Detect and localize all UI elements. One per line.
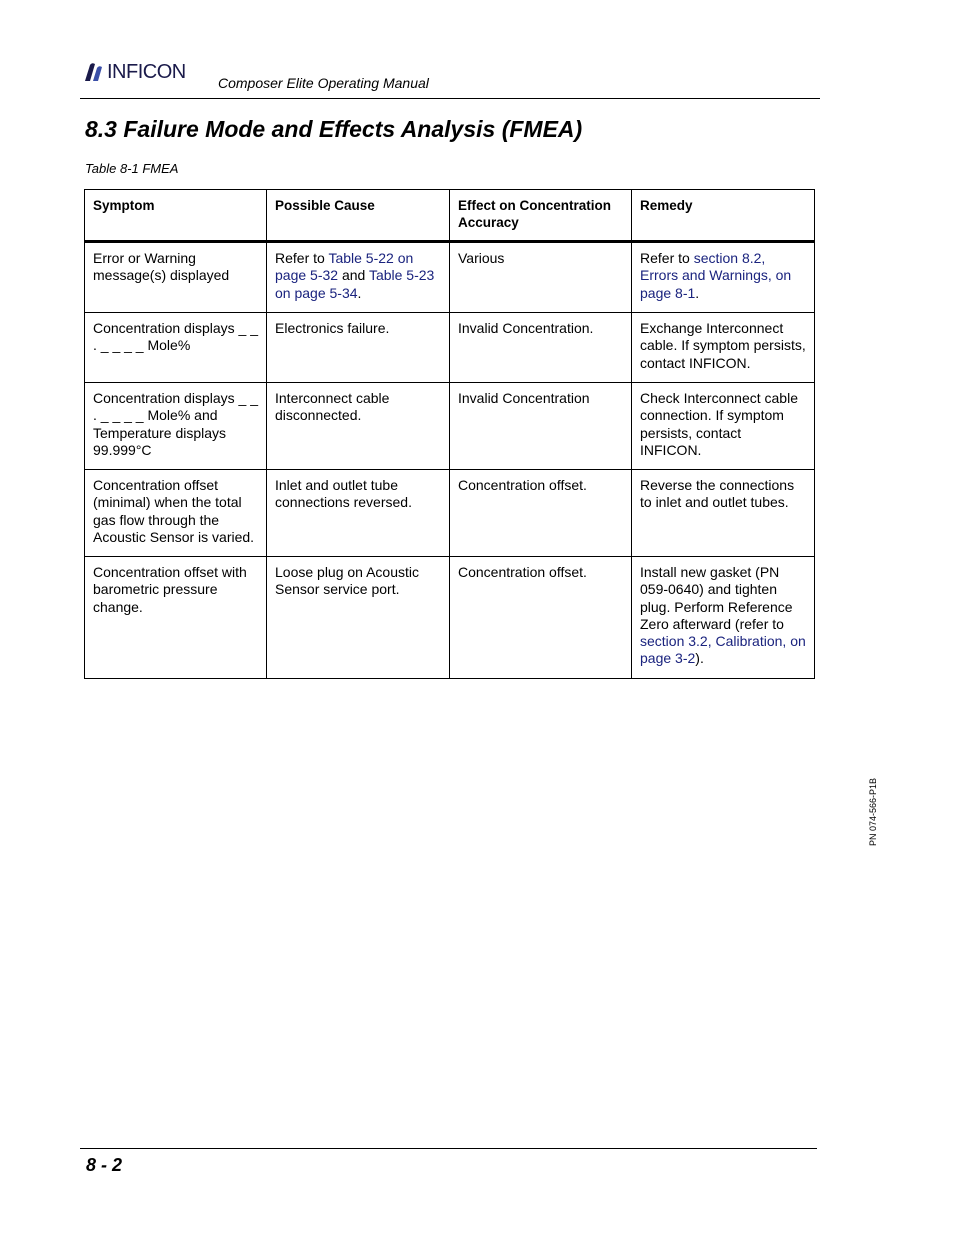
remedy-cell xyxy=(632,242,815,313)
symptom-cell: Error or Warning message(s) displayed xyxy=(85,242,267,313)
section-3-2-link[interactable]: section 3.2, Calibration, on page 3-2 xyxy=(640,633,806,667)
symptom-cell: Concentration displays _ _ . _ _ _ _ Mole% xyxy=(85,313,267,383)
cause-cell: Loose plug on Acoustic Sensor service port. xyxy=(267,557,450,679)
inficon-logo-icon xyxy=(82,61,104,83)
cause-cell: Inlet and outlet tube connections reversed. xyxy=(267,470,450,557)
remedy-cell: Check Interconnect cable connection. If symptom persists, contact INFICON. xyxy=(632,383,815,470)
column-header-effect: Effect on Concentration Accuracy xyxy=(450,190,632,242)
table-row xyxy=(85,470,815,557)
fmea-table xyxy=(84,189,815,679)
remedy-cell xyxy=(632,557,815,679)
column-header-cause: Possible Cause xyxy=(267,190,450,242)
remedy-cell: Reverse the connections to inlet and outlet tubes. xyxy=(632,470,815,557)
symptom-cell: Concentration offset with barometric pressure change. xyxy=(85,557,267,679)
column-header-remedy: Remedy xyxy=(632,190,815,242)
header-rule xyxy=(80,98,820,99)
table-5-22-link[interactable]: Table 5-22 on page 5-32 xyxy=(275,250,414,284)
effect-cell: Invalid Concentration xyxy=(450,383,632,470)
footer-rule xyxy=(80,1148,817,1149)
table-row xyxy=(85,242,815,313)
table-caption: Table 8-1 FMEA xyxy=(85,161,179,176)
table-row xyxy=(85,313,815,383)
table-header-row xyxy=(85,190,815,242)
section-8-2-link[interactable]: section 8.2, Errors and Warnings, on page 8-1 xyxy=(640,250,792,301)
effect-cell: Concentration offset. xyxy=(450,557,632,679)
inficon-logo xyxy=(82,60,186,84)
effect-cell: Concentration offset. xyxy=(450,470,632,557)
remedy-text: Refer to xyxy=(640,250,694,266)
page-number: 8 - 2 xyxy=(86,1155,123,1175)
cause-cell: Interconnect cable disconnected. xyxy=(267,383,450,470)
cause-text: Refer to xyxy=(275,250,329,266)
remedy-cell: Exchange Interconnect cable. If symptom persists, contact INFICON. xyxy=(632,313,815,383)
table-5-23-link[interactable]: Table 5-23 on page 5-34 xyxy=(275,267,435,301)
symptom-cell: Concentration offset (minimal) when the total gas flow through the Acoustic Sensor is varied. xyxy=(85,470,267,557)
cause-cell: Electronics failure. xyxy=(267,313,450,383)
effect-cell: Various xyxy=(450,242,632,313)
logo-text: INFICON xyxy=(107,60,186,83)
remedy-text: . xyxy=(695,284,700,301)
table-row xyxy=(85,557,815,679)
cause-text: and xyxy=(338,267,369,284)
symptom-cell: Concentration displays _ _ . _ _ _ _ Mole% and Temperature displays 99.999°C xyxy=(85,383,267,470)
section-heading: 8.3 Failure Mode and Effects Analysis (FMEA) xyxy=(85,116,583,142)
remedy-text: Install new gasket (PN 059-0640) and tighten plug. Perform Reference Zero afterward (refer to xyxy=(640,564,793,632)
part-number: PN 074-566-P1B xyxy=(868,777,878,847)
column-header-symptom: Symptom xyxy=(85,190,267,242)
remedy-text: ). xyxy=(695,650,704,667)
manual-title: Composer Elite Operating Manual xyxy=(218,75,429,91)
table-row xyxy=(85,383,815,470)
cause-text: . xyxy=(357,284,362,301)
effect-cell: Invalid Concentration. xyxy=(450,313,632,383)
cause-cell xyxy=(267,242,450,313)
